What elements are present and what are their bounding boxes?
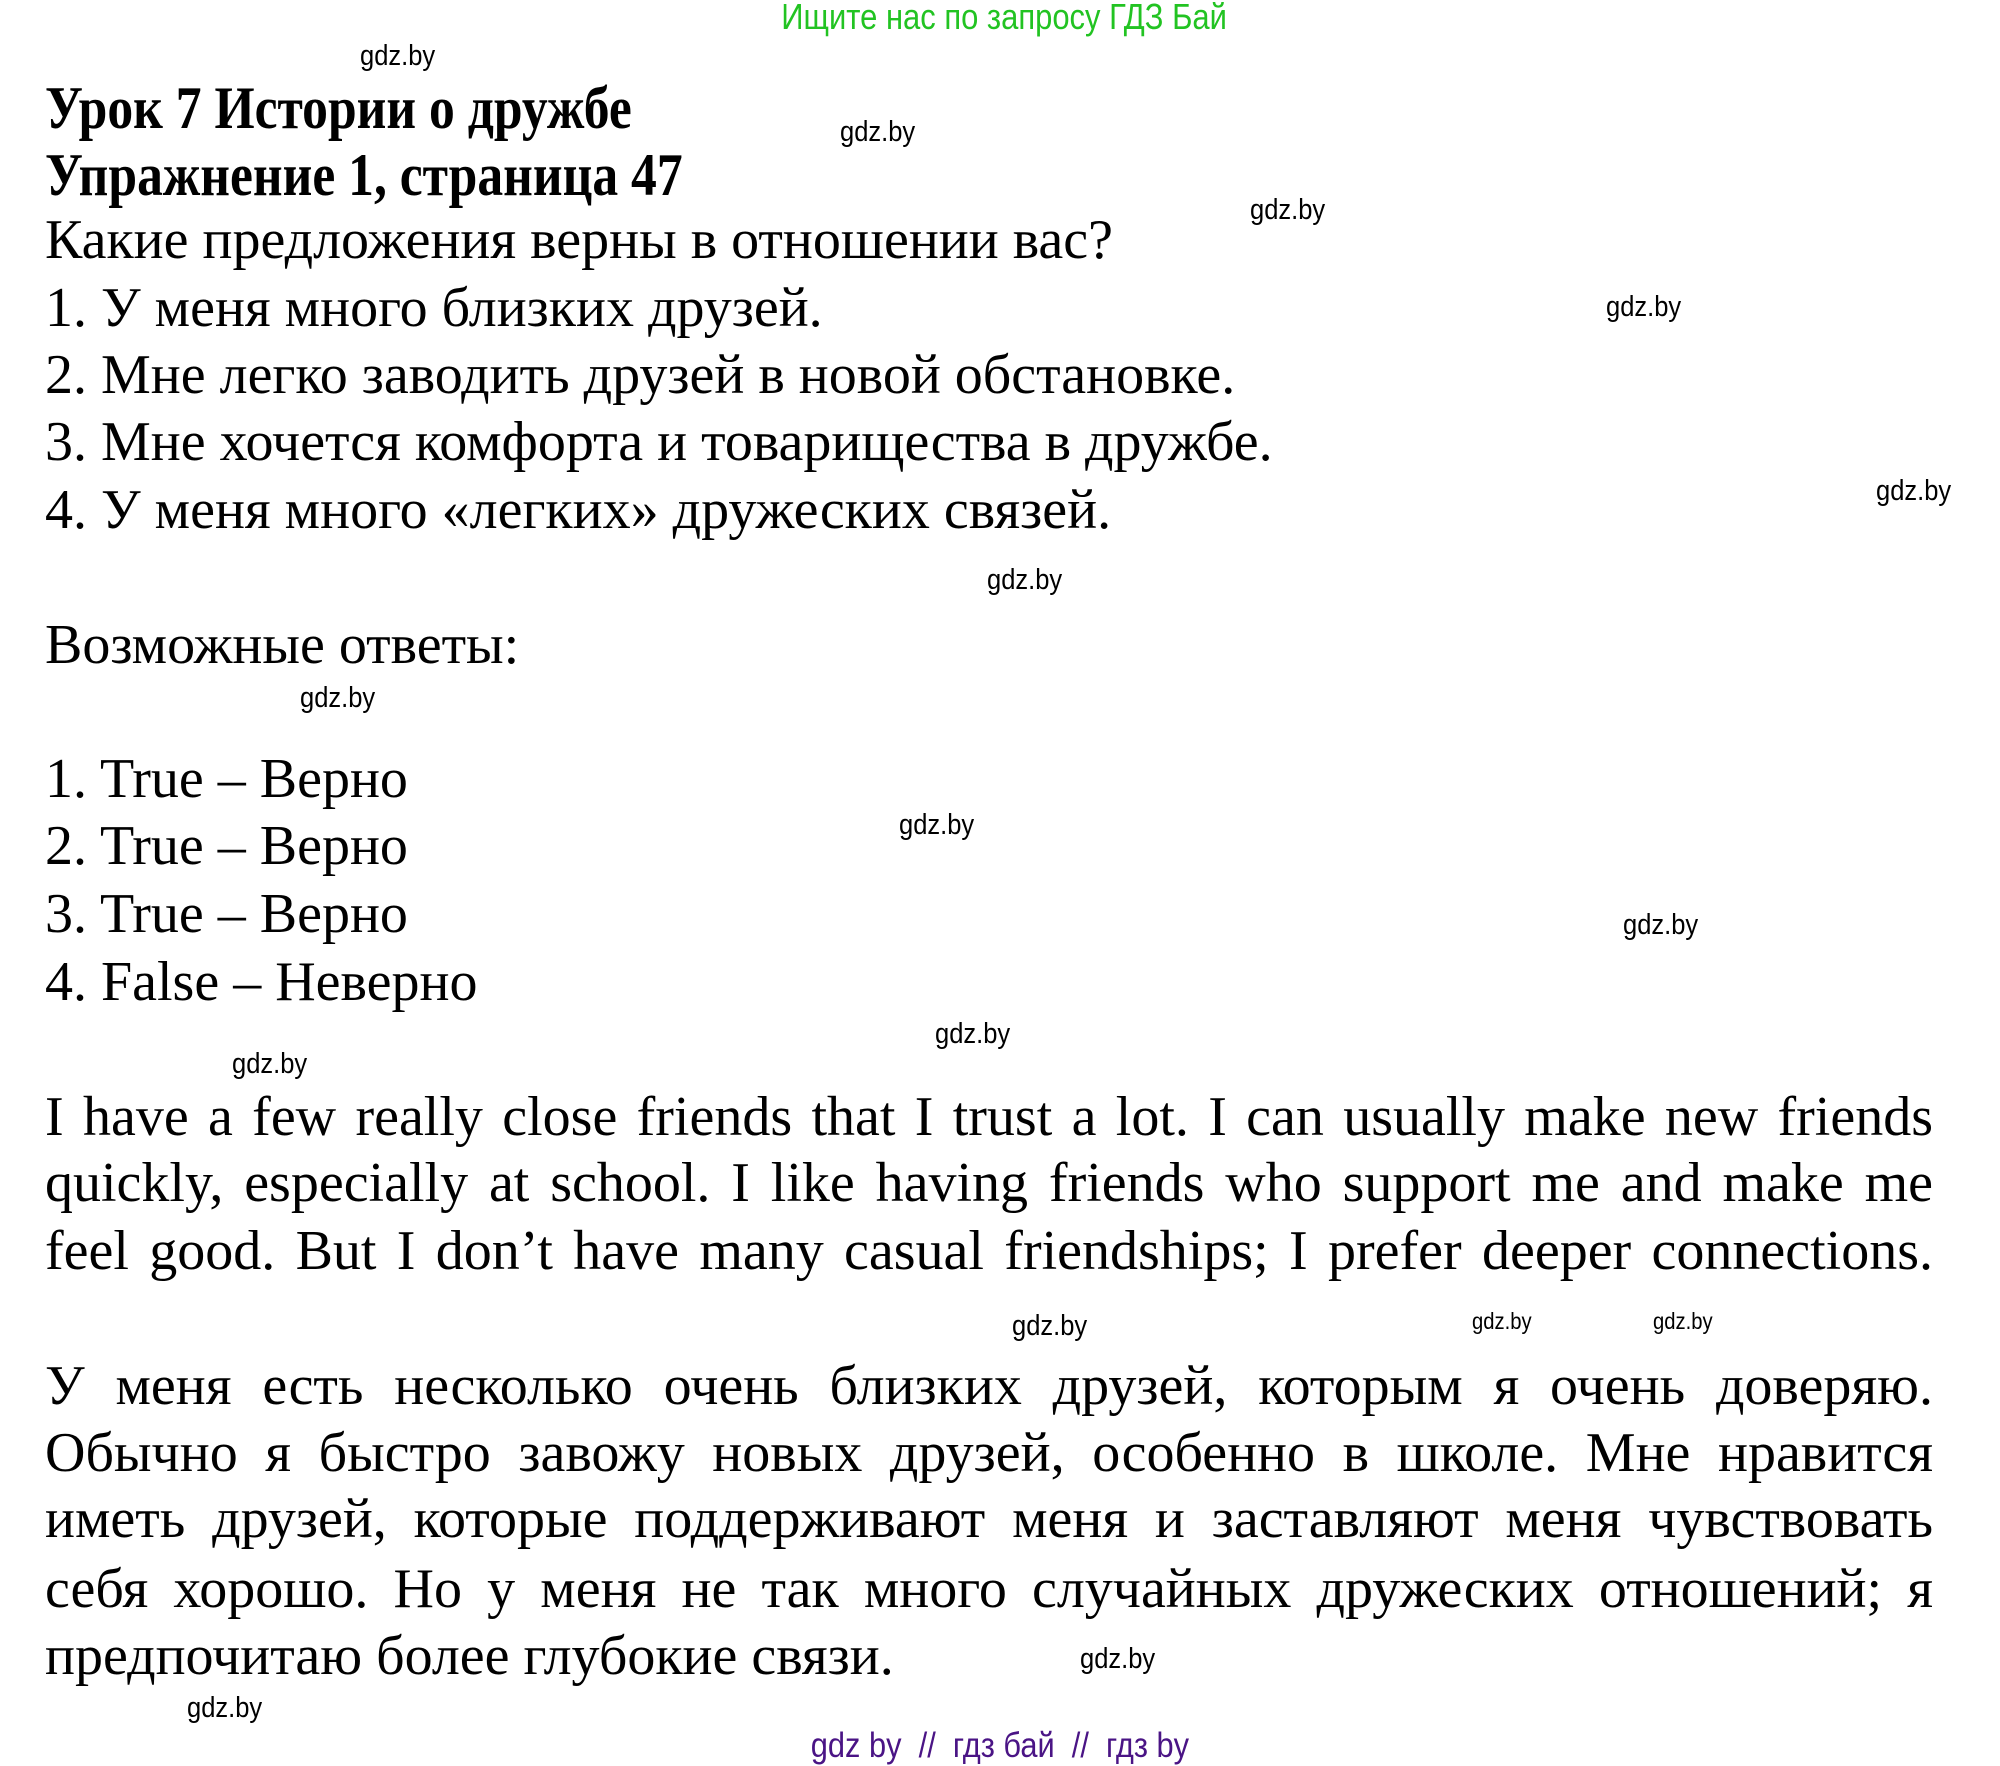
watermark: gdz.by — [935, 1018, 1011, 1050]
watermark: gdz.by — [1606, 291, 1682, 323]
russian-line: Обычно я быстро завожу новых друзей, особенно в школе. Мне нравится — [45, 1422, 1933, 1484]
statement: 3. Мне хочется комфорта и товарищества в дружбе. — [45, 411, 1273, 473]
english-line: I have a few really close friends that I trust a lot. I can usually make new friends — [45, 1086, 1933, 1148]
russian-line: предпочитаю более глубокие связи. — [45, 1625, 894, 1687]
answer: 2. True – Верно — [45, 815, 408, 877]
answer: 3. True – Верно — [45, 883, 408, 945]
watermark: gdz.by — [899, 809, 975, 841]
banner-text: Ищите нас по запросу ГДЗ Бай — [781, 0, 1227, 37]
russian-line: себя хорошо. Но у меня не так много случайных дружеских отношений; я — [45, 1558, 1933, 1620]
watermark: gdz.by — [232, 1048, 308, 1080]
watermark: gdz.by — [187, 1692, 263, 1724]
watermark: gdz.by — [1623, 909, 1699, 941]
footer — [0, 1726, 2000, 1766]
answer: 4. False – Неверно — [45, 951, 478, 1013]
exercise-title: Упражнение 1, страница 47 — [45, 142, 683, 208]
statement: 1. У меня много близких друзей. — [45, 277, 823, 339]
watermark: gdz.by — [1653, 1308, 1713, 1334]
answers-heading: Возможные ответы: — [45, 614, 520, 676]
answer: 1. True – Верно — [45, 748, 408, 810]
watermark: gdz.by — [1876, 475, 1952, 507]
watermark: gdz.by — [840, 116, 916, 148]
english-line: quickly, especially at school. I like having friends who support me and make me — [45, 1152, 1933, 1214]
russian-line: иметь друзей, которые поддерживают меня и заставляют меня чувствовать — [45, 1488, 1933, 1550]
watermark: gdz.by — [1472, 1308, 1532, 1334]
watermark: gdz.by — [1250, 194, 1326, 226]
english-line: feel good. But I don’t have many casual friendships; I prefer deeper connections. — [45, 1220, 1933, 1282]
statement: 2. Мне легко заводить друзей в новой обстановке. — [45, 344, 1236, 406]
watermark: gdz.by — [300, 682, 376, 714]
watermark: gdz.by — [360, 40, 436, 72]
footer-links: gdz by // гдз бай // гдз by — [810, 1726, 1190, 1765]
search-banner — [0, 0, 2000, 38]
statement: 4. У меня много «легких» дружеских связей. — [45, 479, 1112, 541]
watermark: gdz.by — [1080, 1643, 1156, 1675]
watermark: gdz.by — [1012, 1310, 1088, 1342]
question: Какие предложения верны в отношении вас? — [45, 209, 1113, 271]
russian-line: У меня есть несколько очень близких друзей, которым я очень доверяю. — [45, 1355, 1933, 1417]
lesson-title: Урок 7 Истории о дружбе — [45, 75, 632, 141]
watermark: gdz.by — [987, 564, 1063, 596]
